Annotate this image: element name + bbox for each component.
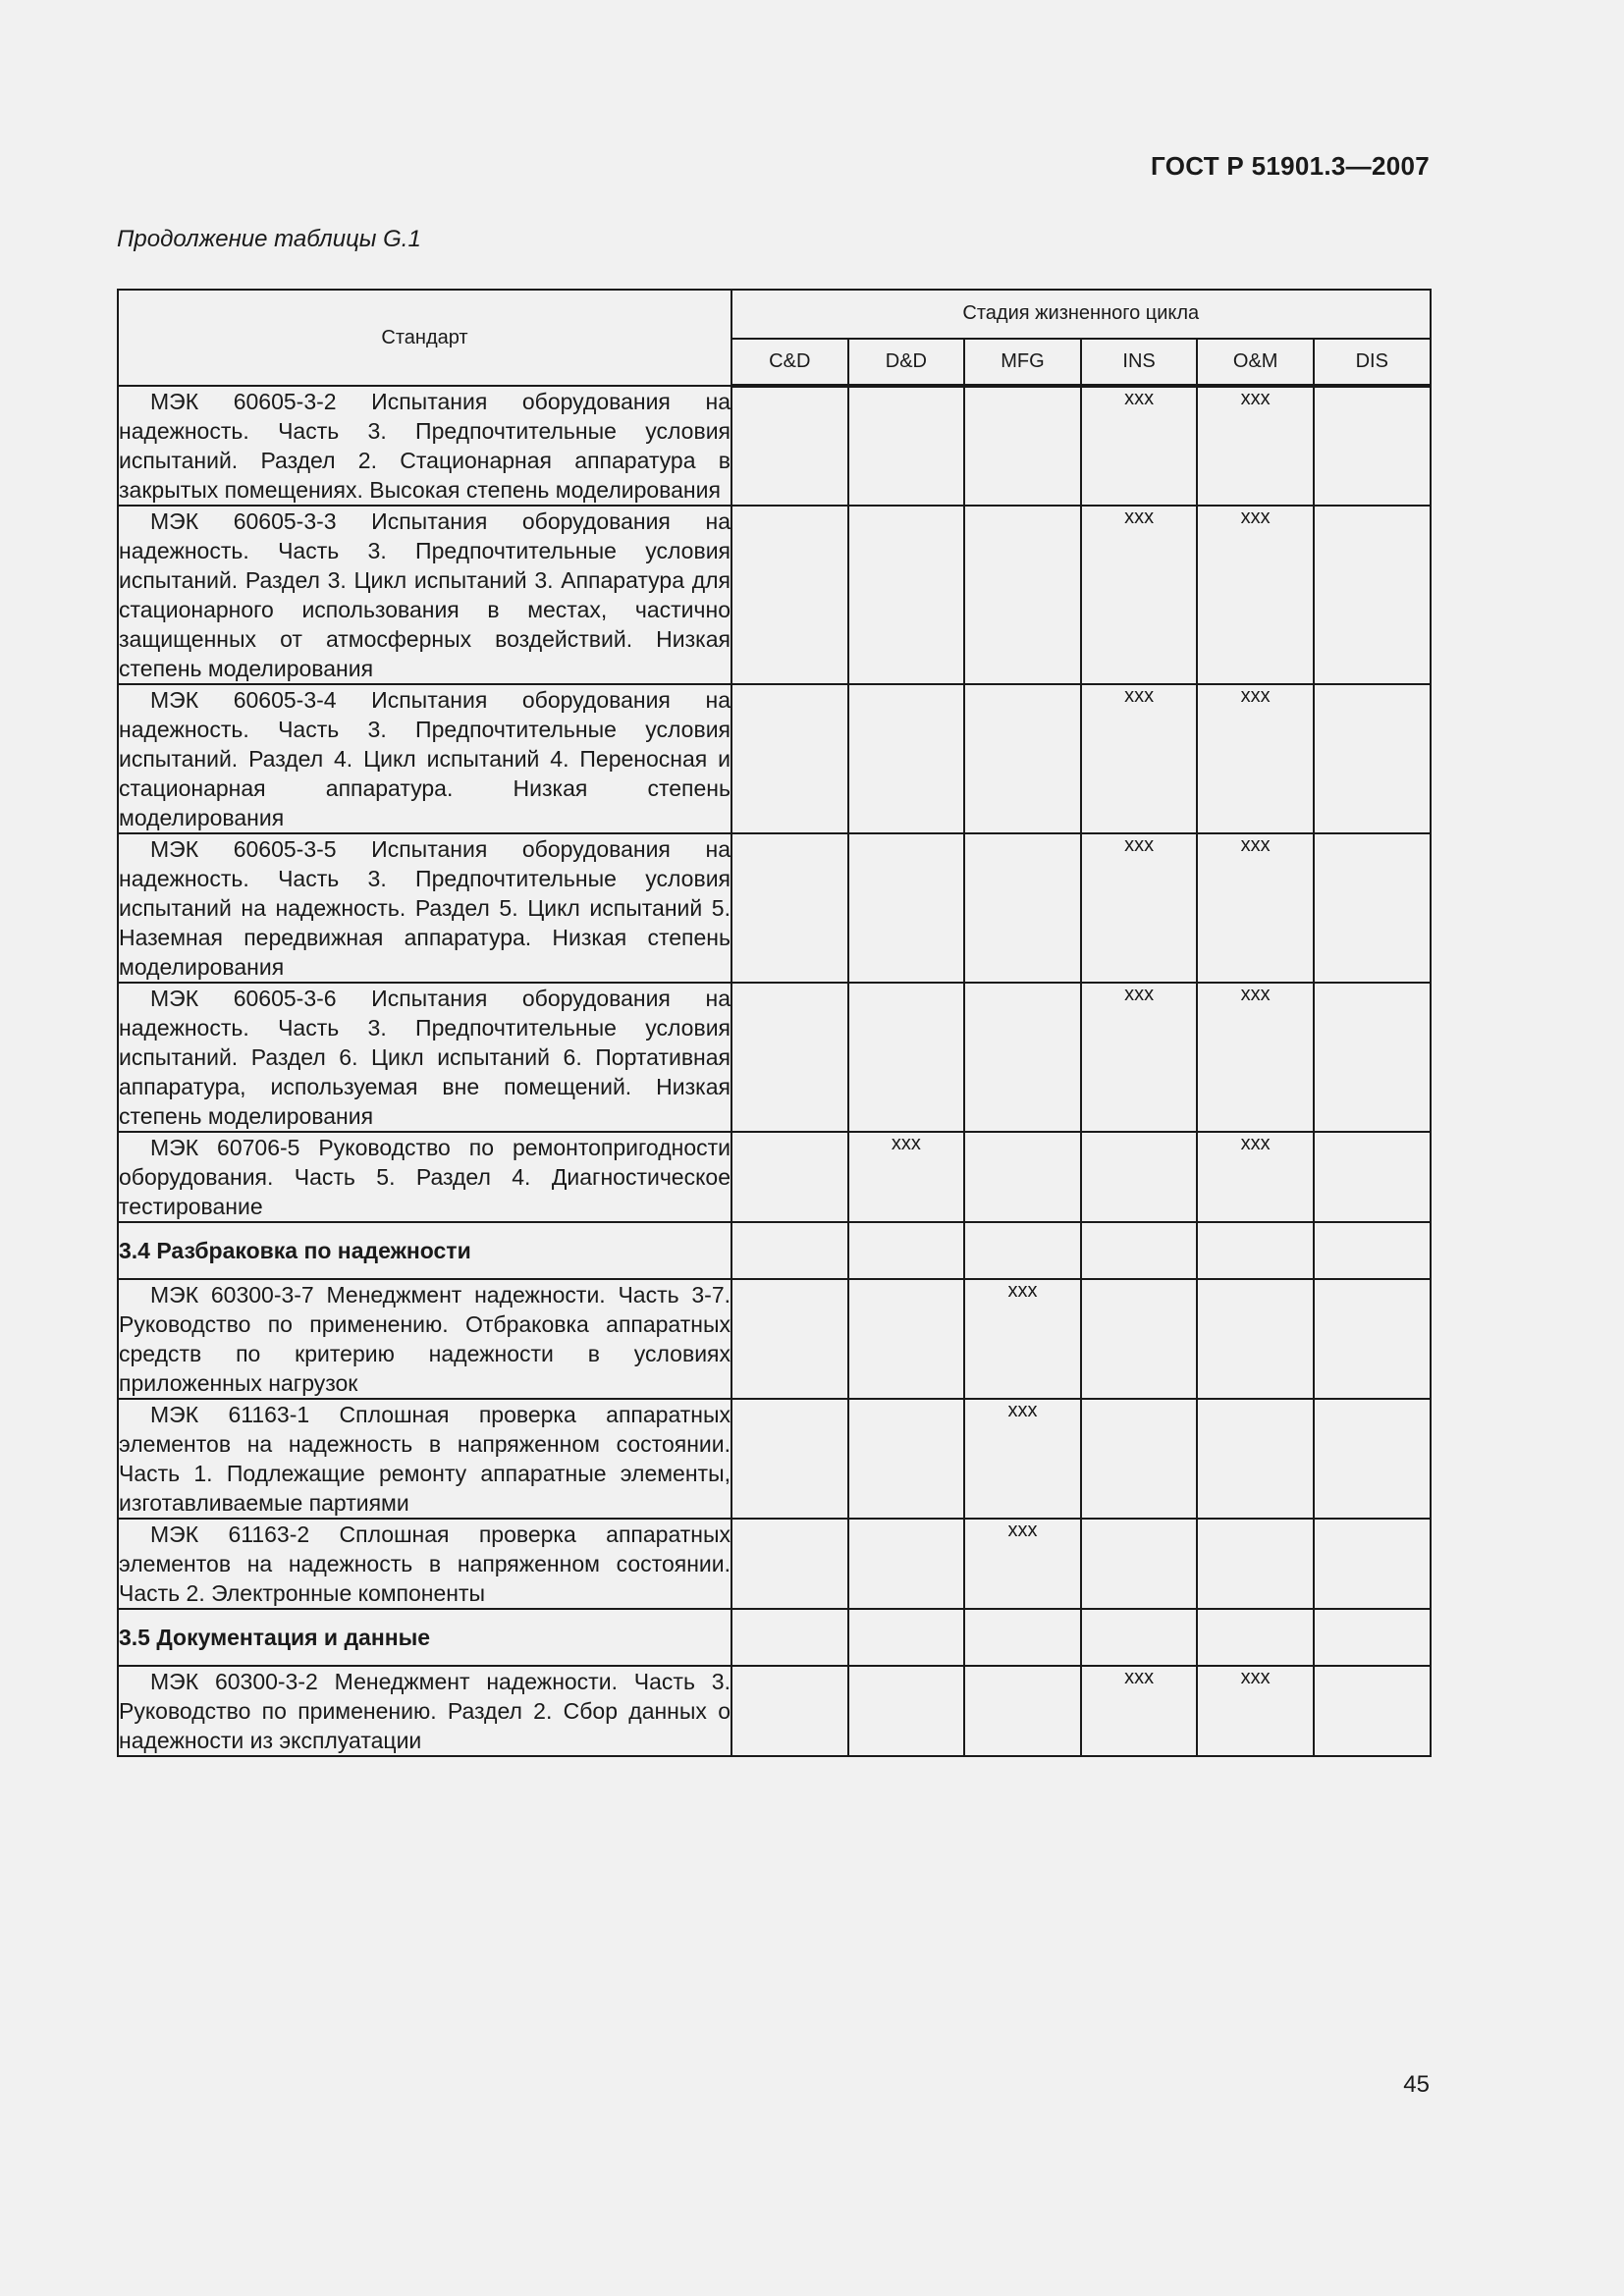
standard-cell xyxy=(118,684,731,833)
stage-mark-cell xyxy=(731,1399,848,1519)
stage-header: O&M xyxy=(1197,339,1314,386)
stage-cell xyxy=(1197,1609,1314,1666)
section-row xyxy=(118,1222,1431,1279)
stage-header: INS xyxy=(1081,339,1198,386)
table-row xyxy=(118,1132,1431,1222)
stage-mark-cell xyxy=(848,386,965,506)
stage-mark-cell: xxx xyxy=(1197,1666,1314,1756)
column-header-standard: Стандарт xyxy=(118,290,731,386)
stage-mark-cell xyxy=(964,1666,1081,1756)
table-row xyxy=(118,684,1431,833)
table-row xyxy=(118,833,1431,983)
stage-mark-cell xyxy=(731,1519,848,1609)
standards-table xyxy=(117,289,1432,1757)
stage-mark-cell xyxy=(731,506,848,684)
stage-mark-cell: xxx xyxy=(1197,1132,1314,1222)
table-row xyxy=(118,1519,1431,1609)
standard-text: МЭК 60605-3-5 Испытания оборудования на надежность. Часть 3. Предпочтительные условия испытаний на надежность. Раздел 5. Цикл испытаний 5. Наземная передвижная аппаратура. Низкая степень моделирования xyxy=(119,836,731,980)
standard-text: МЭК 60300-3-7 Менеджмент надежности. Часть 3-7. Руководство по применению. Отбраковка аппаратных средств по критерию надежности в условиях приложенных нагрузок xyxy=(119,1282,731,1396)
stage-cell xyxy=(848,1609,965,1666)
document-code: ГОСТ Р 51901.3—2007 xyxy=(1151,151,1430,181)
stage-cell xyxy=(1081,1609,1198,1666)
stage-mark-cell: xxx xyxy=(1197,506,1314,684)
standard-text: МЭК 61163-1 Сплошная проверка аппаратных элементов на надежность в напряженном состоянии. Часть 1. Подлежащие ремонту аппаратные элементы, изготавливаемые партиями xyxy=(119,1402,731,1516)
stage-mark-cell xyxy=(964,1132,1081,1222)
stage-mark-cell xyxy=(731,386,848,506)
stage-mark-cell xyxy=(1314,1519,1431,1609)
stage-mark-cell xyxy=(731,1666,848,1756)
stage-mark-cell xyxy=(1197,1519,1314,1609)
stage-mark-cell: xxx xyxy=(964,1519,1081,1609)
section-title: 3.4 Разбраковка по надежности xyxy=(118,1222,731,1279)
stage-mark-cell: xxx xyxy=(1197,983,1314,1132)
standard-text: МЭК 60706-5 Руководство по ремонтопригодности оборудования. Часть 5. Раздел 4. Диагностическое тестирование xyxy=(119,1135,731,1219)
standard-cell xyxy=(118,386,731,506)
table-row xyxy=(118,983,1431,1132)
stage-header: MFG xyxy=(964,339,1081,386)
stage-cell xyxy=(731,1222,848,1279)
standard-text: МЭК 60605-3-6 Испытания оборудования на надежность. Часть 3. Предпочтительные условия испытаний. Раздел 6. Цикл испытаний 6. Портативная аппаратура, используемая вне помещений. Низкая степень моделирования xyxy=(119,986,731,1129)
standard-cell xyxy=(118,1666,731,1756)
stage-mark-cell xyxy=(1314,506,1431,684)
stage-mark-cell xyxy=(1081,1399,1198,1519)
stage-cell xyxy=(1081,1222,1198,1279)
stage-mark-cell: xxx xyxy=(1197,684,1314,833)
table-row xyxy=(118,1666,1431,1756)
stage-mark-cell xyxy=(848,684,965,833)
stage-mark-cell: xxx xyxy=(964,1279,1081,1399)
stage-mark-cell xyxy=(1314,1132,1431,1222)
stage-mark-cell xyxy=(1314,983,1431,1132)
standard-cell xyxy=(118,983,731,1132)
stage-mark-cell xyxy=(1081,1132,1198,1222)
stage-mark-cell xyxy=(731,833,848,983)
stage-mark-cell: xxx xyxy=(1081,983,1198,1132)
stage-mark-cell: xxx xyxy=(1081,1666,1198,1756)
standard-text: МЭК 61163-2 Сплошная проверка аппаратных элементов на надежность в напряженном состоянии. Часть 2. Электронные компоненты xyxy=(119,1522,731,1606)
stage-mark-cell xyxy=(848,1519,965,1609)
section-row xyxy=(118,1609,1431,1666)
stage-mark-cell xyxy=(731,983,848,1132)
stage-mark-cell: xxx xyxy=(1081,386,1198,506)
stage-mark-cell: xxx xyxy=(1197,833,1314,983)
stage-mark-cell: xxx xyxy=(848,1132,965,1222)
stage-mark-cell: xxx xyxy=(1197,386,1314,506)
page-number: 45 xyxy=(1403,2071,1430,2098)
stage-mark-cell xyxy=(964,506,1081,684)
stage-mark-cell: xxx xyxy=(964,1399,1081,1519)
stage-mark-cell: xxx xyxy=(1081,684,1198,833)
stage-mark-cell xyxy=(1081,1519,1198,1609)
standard-cell xyxy=(118,833,731,983)
stage-mark-cell xyxy=(848,1666,965,1756)
standard-text: МЭК 60605-3-4 Испытания оборудования на надежность. Часть 3. Предпочтительные условия испытаний. Раздел 4. Цикл испытаний 4. Переносная и стационарная аппаратура. Низкая степень моделирования xyxy=(119,687,731,830)
stage-mark-cell xyxy=(964,684,1081,833)
table-row xyxy=(118,506,1431,684)
standard-text: МЭК 60605-3-2 Испытания оборудования на надежность. Часть 3. Предпочтительные условия испытаний. Раздел 2. Стационарная аппаратура в закрытых помещениях. Высокая степень моделирования xyxy=(119,389,731,503)
stage-mark-cell xyxy=(1314,684,1431,833)
table-body xyxy=(118,386,1431,1756)
stage-mark-cell xyxy=(848,983,965,1132)
column-header-lifecycle-stage: Стадия жизненного цикла xyxy=(731,290,1431,339)
standard-cell xyxy=(118,1399,731,1519)
stage-mark-cell xyxy=(1314,1666,1431,1756)
stage-cell xyxy=(1197,1222,1314,1279)
stage-mark-cell: xxx xyxy=(1081,506,1198,684)
stage-mark-cell: xxx xyxy=(1081,833,1198,983)
standard-cell xyxy=(118,1519,731,1609)
stage-mark-cell xyxy=(848,506,965,684)
stage-mark-cell xyxy=(1314,1279,1431,1399)
stage-header: D&D xyxy=(848,339,965,386)
stage-header: DIS xyxy=(1314,339,1431,386)
stage-mark-cell xyxy=(964,983,1081,1132)
standard-cell xyxy=(118,1132,731,1222)
stage-cell xyxy=(848,1222,965,1279)
stage-cell xyxy=(1314,1222,1431,1279)
table-caption: Продолжение таблицы G.1 xyxy=(117,226,421,252)
stage-mark-cell xyxy=(848,1279,965,1399)
stage-mark-cell xyxy=(1197,1279,1314,1399)
stage-mark-cell xyxy=(1314,1399,1431,1519)
stage-mark-cell xyxy=(1314,386,1431,506)
standard-cell xyxy=(118,506,731,684)
stage-mark-cell xyxy=(964,386,1081,506)
stage-mark-cell xyxy=(848,1399,965,1519)
stage-mark-cell xyxy=(1314,833,1431,983)
standard-text: МЭК 60300-3-2 Менеджмент надежности. Часть 3. Руководство по применению. Раздел 2. Сбор данных о надежности из эксплуатации xyxy=(119,1669,731,1753)
stage-mark-cell xyxy=(848,833,965,983)
stage-mark-cell xyxy=(1197,1399,1314,1519)
stage-mark-cell xyxy=(731,1132,848,1222)
stage-mark-cell xyxy=(731,684,848,833)
section-title: 3.5 Документация и данные xyxy=(118,1609,731,1666)
standard-cell xyxy=(118,1279,731,1399)
table-row xyxy=(118,386,1431,506)
stage-mark-cell xyxy=(964,833,1081,983)
stage-cell xyxy=(964,1222,1081,1279)
table-row xyxy=(118,1279,1431,1399)
stage-mark-cell xyxy=(731,1279,848,1399)
table-row xyxy=(118,1399,1431,1519)
stage-header: C&D xyxy=(731,339,848,386)
stage-mark-cell xyxy=(1081,1279,1198,1399)
stage-cell xyxy=(964,1609,1081,1666)
standard-text: МЭК 60605-3-3 Испытания оборудования на надежность. Часть 3. Предпочтительные условия испытаний. Раздел 3. Цикл испытаний 3. Аппаратура для стационарного использования в местах, частично защищенных от атмосферных воздействий. Низкая степень моделирования xyxy=(119,508,731,681)
stage-cell xyxy=(731,1609,848,1666)
stage-cell xyxy=(1314,1609,1431,1666)
